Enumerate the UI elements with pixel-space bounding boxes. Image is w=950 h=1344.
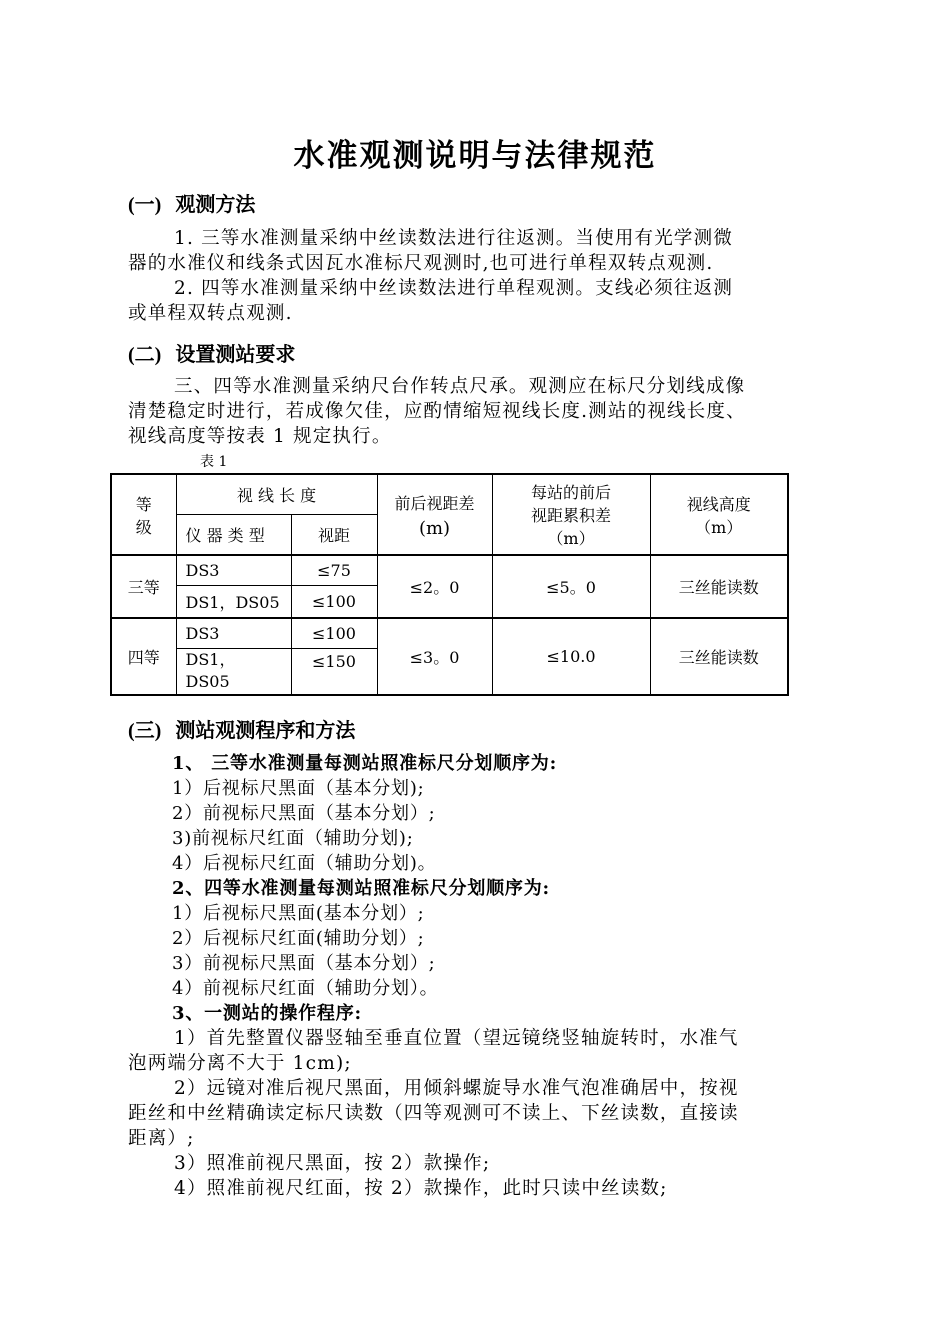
- table-caption: 表 1: [200, 454, 228, 470]
- header-sight-length: 视 线 长 度: [176, 474, 377, 514]
- section-1-heading: [128, 188, 255, 217]
- header-accumulated-diff: 每站的前后 视距累积差 （m）: [492, 474, 650, 555]
- paragraph-line: 3）照准前视尺黑面，按 2）款操作;: [174, 1153, 491, 1174]
- header-grade: 等 级: [111, 474, 176, 555]
- cell-distance-diff: ≤3。0: [377, 618, 492, 695]
- paragraph-line: 2）远镜对准后视尺黑面，用倾斜螺旋导水准气泡准确居中，按视: [174, 1078, 739, 1099]
- cell-grade: 三等: [111, 555, 176, 618]
- list-item: 2）后视标尺红面(辅助分划）;: [172, 928, 425, 949]
- paragraph-line: 三、四等水准测量采纳尺台作转点尺承。观测应在标尺分划线成像: [174, 376, 746, 397]
- paragraph-line: 泡两端分离不大于 1cm);: [128, 1053, 352, 1074]
- paragraph-line: 清楚稳定时进行，若成像欠佳，应酌情缩短视线长度.测站的视线长度、: [128, 401, 746, 422]
- header-sight-height: 视线高度 （m）: [650, 474, 788, 555]
- cell-sight-height: 三丝能读数: [650, 618, 788, 695]
- list-item: 3)前视标尺红面（辅助分划);: [172, 828, 414, 849]
- paragraph-line: 1. 三等水准测量采纳中丝读数法进行往返测。当使用有光学测微: [174, 228, 734, 249]
- section-3-heading: [128, 714, 355, 743]
- page-title: 水准观测说明与法律规范: [293, 138, 657, 174]
- table-row: [111, 555, 788, 585]
- cell-distance: ≤100: [291, 585, 377, 618]
- section-2-heading: [128, 338, 295, 367]
- section-2-body: [128, 374, 820, 449]
- cell-grade: 四等: [111, 618, 176, 695]
- list-item: 1）后视标尺黑面(基本分划）;: [172, 903, 425, 924]
- procedure-2-heading: 2、四等水准测量每测站照准标尺分划顺序为:: [172, 878, 550, 899]
- list-item: 3）前视标尺黑面（基本分划）;: [172, 953, 436, 974]
- cell-accumulated-diff: ≤5。0: [492, 555, 650, 618]
- cell-instrument: DS1， DS05: [176, 648, 291, 695]
- paragraph-line: 或单程双转点观测.: [128, 303, 293, 324]
- section-2-number: (二): [128, 344, 162, 366]
- section-1-number: (一): [128, 194, 162, 216]
- standards-table: [110, 473, 789, 696]
- paragraph-line: 2. 四等水准测量采纳中丝读数法进行单程观测。支线必须往返测: [174, 278, 734, 299]
- procedure-3-heading: 3、一测站的操作程序:: [172, 1003, 362, 1024]
- header-sight-distance: 视距: [291, 514, 377, 555]
- section-3-number: (三): [128, 720, 162, 742]
- cell-instrument: DS1，DS05: [176, 585, 291, 618]
- paragraph-line: 器的水准仪和线条式因瓦水准标尺观测时,也可进行单程双转点观测.: [128, 253, 714, 274]
- paragraph-line: 视线高度等按表 1 规定执行。: [128, 426, 392, 447]
- paragraph-line: 距离）;: [128, 1128, 195, 1149]
- procedure-1-heading: 1、 三等水准测量每测站照准标尺分划顺序为:: [172, 753, 558, 774]
- cell-distance: ≤150: [291, 648, 377, 695]
- paragraph-line: 距丝和中丝精确读定标尺读数（四等观测可不读上、下丝读数，直接读: [128, 1103, 739, 1124]
- cell-instrument: DS3: [176, 555, 291, 585]
- header-instrument-type: 仪 器 类 型: [176, 514, 291, 555]
- paragraph-line: 1）首先整置仪器竖轴至垂直位置（望远镜绕竖轴旋转时，水准气: [174, 1028, 739, 1049]
- cell-distance: ≤100: [291, 618, 377, 648]
- cell-distance: ≤75: [291, 555, 377, 585]
- list-item: 4）前视标尺红面（辅助分划）。: [172, 978, 439, 999]
- cell-instrument: DS3: [176, 618, 291, 648]
- list-item: 2）前视标尺黑面（基本分划）;: [172, 803, 436, 824]
- table-row: [111, 618, 788, 648]
- section-3-title: 测站观测程序和方法: [175, 718, 356, 742]
- paragraph-line: 4）照准前视尺红面，按 2）款操作，此时只读中丝读数;: [174, 1178, 668, 1199]
- cell-distance-diff: ≤2。0: [377, 555, 492, 618]
- section-1-title: 观测方法: [175, 192, 256, 216]
- procedure-3-body: [128, 1026, 820, 1201]
- list-item: 4）后视标尺红面（辅助分划)。: [172, 853, 437, 874]
- section-2-title: 设置测站要求: [175, 342, 296, 366]
- list-item: 1）后视标尺黑面（基本分划);: [172, 778, 425, 799]
- cell-accumulated-diff: ≤10.0: [492, 618, 650, 695]
- header-distance-diff: 前后视距差 (m): [377, 474, 492, 555]
- section-1-body: [128, 226, 820, 326]
- cell-sight-height: 三丝能读数: [650, 555, 788, 618]
